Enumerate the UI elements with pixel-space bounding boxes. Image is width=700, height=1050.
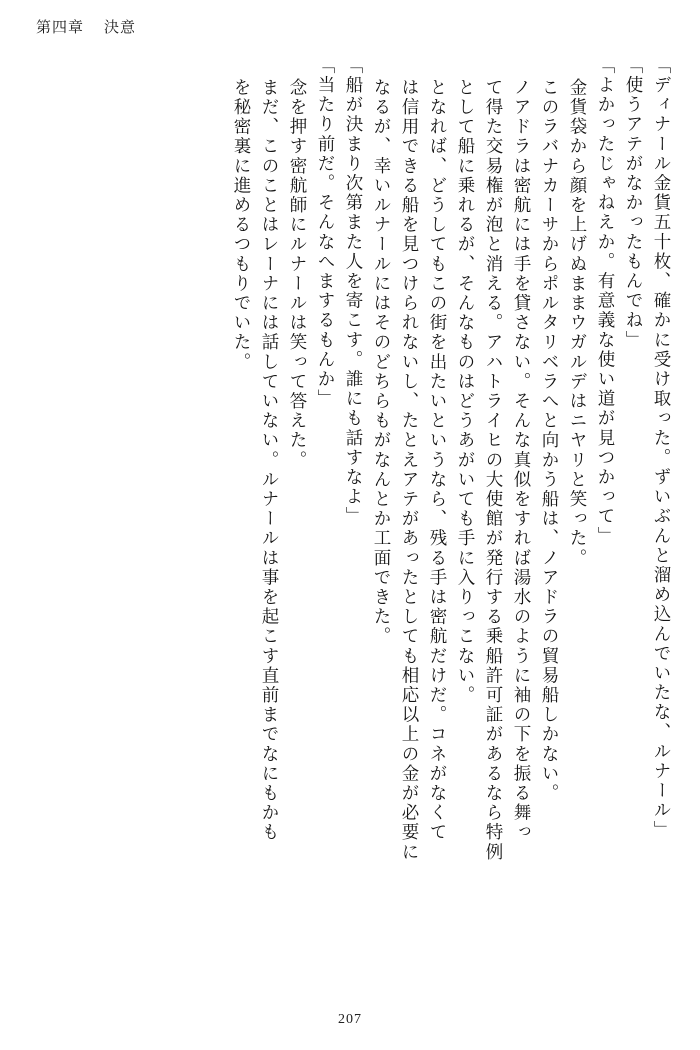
text-column: このラバナカーサからポルタリベラへと向かう船は、ノアドラの貿易船しかない。 — [540, 78, 560, 804]
chapter-title: 決意 — [104, 20, 137, 36]
text-column: となれば、どうしてもこの街を出たいというなら、残る手は密航だけだ。コネがなくて — [428, 78, 448, 843]
text-column: は信用できる船を見つけられないし、たとえアテがあったとしても相応以上の金が必要に — [400, 78, 420, 862]
running-head — [36, 16, 136, 37]
text-column: を秘密裏に進めるつもりでいた。 — [232, 78, 252, 372]
text-column: まだ、このことはレーナには話していない。ルナールは事を起こす直前までなにもかも — [260, 78, 280, 843]
chapter-number: 第四章 — [36, 20, 85, 36]
text-column: 「使うアテがなかったもんでね」 — [624, 56, 644, 350]
text-column: ノアドラは密航には手を貸さない。そんな真似をすれば湯水のように袖の下を振る舞っ — [512, 78, 532, 843]
text-column: なるが、幸いルナールにはそのどちらもがなんとか工面できた。 — [372, 78, 392, 647]
text-column: 金貨袋から顔を上げぬままウガルデはニヤリと笑った。 — [568, 78, 588, 568]
text-column: 「よかったじゃねえか。有意義な使い道が見つかって」 — [596, 56, 616, 546]
text-column: て得た交易権が泡と消える。アハトライヒの大使館が発行する乗船許可証があるなら特例 — [484, 78, 504, 862]
text-column: 「船が決まり次第また人を寄こす。誰にも話すなよ」 — [344, 56, 364, 527]
text-column: 念を押す密航師にルナールは笑って答えた。 — [288, 78, 308, 470]
text-column: 「ディナール金貨五十枚、確かに受け取った。ずいぶんと溜め込んでいたな、ルナール」 — [652, 56, 672, 840]
text-column: 「当たり前だ。そんなへまするもんか」 — [316, 56, 336, 409]
vertical-body-text — [30, 56, 670, 1006]
page-number: 207 — [338, 1012, 362, 1027]
text-column: として船に乗れるが、そんなものはどうあがいても手に入りっこない。 — [456, 78, 476, 706]
